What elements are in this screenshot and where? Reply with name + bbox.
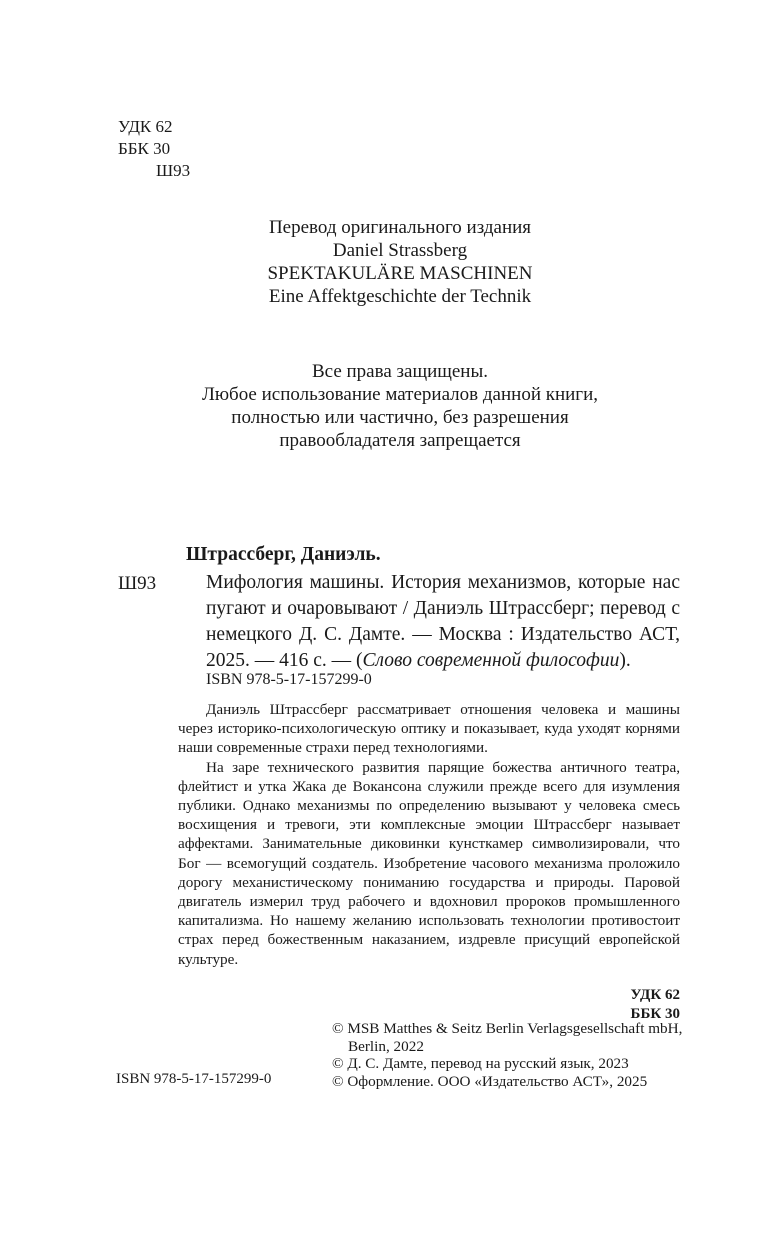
copyright-line: © Оформление. ООО «Издательство АСТ», 2025 bbox=[332, 1072, 648, 1090]
original-title: SPEKTAKULÄRE MASCHINEN bbox=[267, 263, 533, 284]
description-end: ). bbox=[619, 650, 631, 671]
isbn-bottom: ISBN 978-5-17-157299-0 bbox=[116, 1071, 272, 1087]
rights-line: Любое использование материалов данной книги, bbox=[201, 384, 599, 405]
copyright-line-cont: Berlin, 2022 bbox=[348, 1037, 424, 1055]
annotation-paragraph: Даниэль Штрассберг рассматривает отношения человека и машины через историко-психологическую оптику и показывает, куда уходят корнями наши современные страхи перед технологиями. bbox=[178, 701, 680, 757]
udk-index: УДК 62 bbox=[630, 987, 680, 1003]
bibliographic-description bbox=[206, 570, 680, 674]
original-edition-label: Перевод оригинального издания bbox=[268, 217, 532, 238]
rights-notice bbox=[140, 360, 660, 452]
description-main: Мифология машины. История механизмов, которые нас пугают и очаровывают / Даниэль Штрассберг; перевод с немецкого Д. С. Дамте. — Москва : Издательство АСТ, 2025. — 416 с. — ( bbox=[206, 572, 680, 671]
bbk-code: ББК 30 bbox=[118, 139, 171, 158]
annotation-paragraph: На заре технического развития парящие божества античного театра, флейтист и утка Жака де Вокансона служили прежде всего для изумления публики. Однако механизмы по определению вызывают у человека смесь восхищения и тревоги, эти комплексные эмоции Штрассберг называет аффектами. Занимательные диковинки кунсткамер символизировали, что Бог — всемогущий создатель. Изобретение часового механизма проложило дорогу механистическому пониманию государства и природы. Паровой двигатель измерил труд рабочего и вдохновил пророков промышленного капитализма. Но нашему желанию использовать технологии противостоит страх перед божественным наказанием, издревле присущий европейской культуре. bbox=[178, 758, 680, 968]
original-edition-info bbox=[140, 216, 660, 308]
original-subtitle: Eine Affektgeschichte der Technik bbox=[268, 286, 532, 307]
rights-line: полностью или частично, без разрешения bbox=[231, 407, 569, 428]
copyright-block bbox=[332, 1020, 692, 1090]
classification-codes bbox=[118, 116, 190, 182]
rights-line: Все права защищены. bbox=[311, 361, 488, 382]
annotation bbox=[178, 700, 680, 969]
rights-line: правообладателя запрещается bbox=[279, 430, 521, 451]
author-sign: Ш93 bbox=[156, 161, 191, 180]
series-title: Слово современной философии bbox=[362, 650, 620, 671]
udk-code: УДК 62 bbox=[118, 117, 173, 136]
catalog-author-heading: Штрассберг, Даниэль. bbox=[186, 544, 381, 565]
index-codes bbox=[631, 986, 680, 1024]
catalog-sign: Ш93 bbox=[118, 573, 157, 594]
copyright-line: © Д. С. Дамте, перевод на русский язык, 2023 bbox=[332, 1055, 629, 1072]
copyright-line: © MSB Matthes & Seitz Berlin Verlagsgesellschaft mbH, bbox=[332, 1020, 683, 1037]
catalog-isbn: ISBN 978-5-17-157299-0 bbox=[206, 671, 372, 688]
bbk-index: ББК 30 bbox=[630, 1006, 680, 1022]
original-author: Daniel Strassberg bbox=[332, 240, 468, 261]
